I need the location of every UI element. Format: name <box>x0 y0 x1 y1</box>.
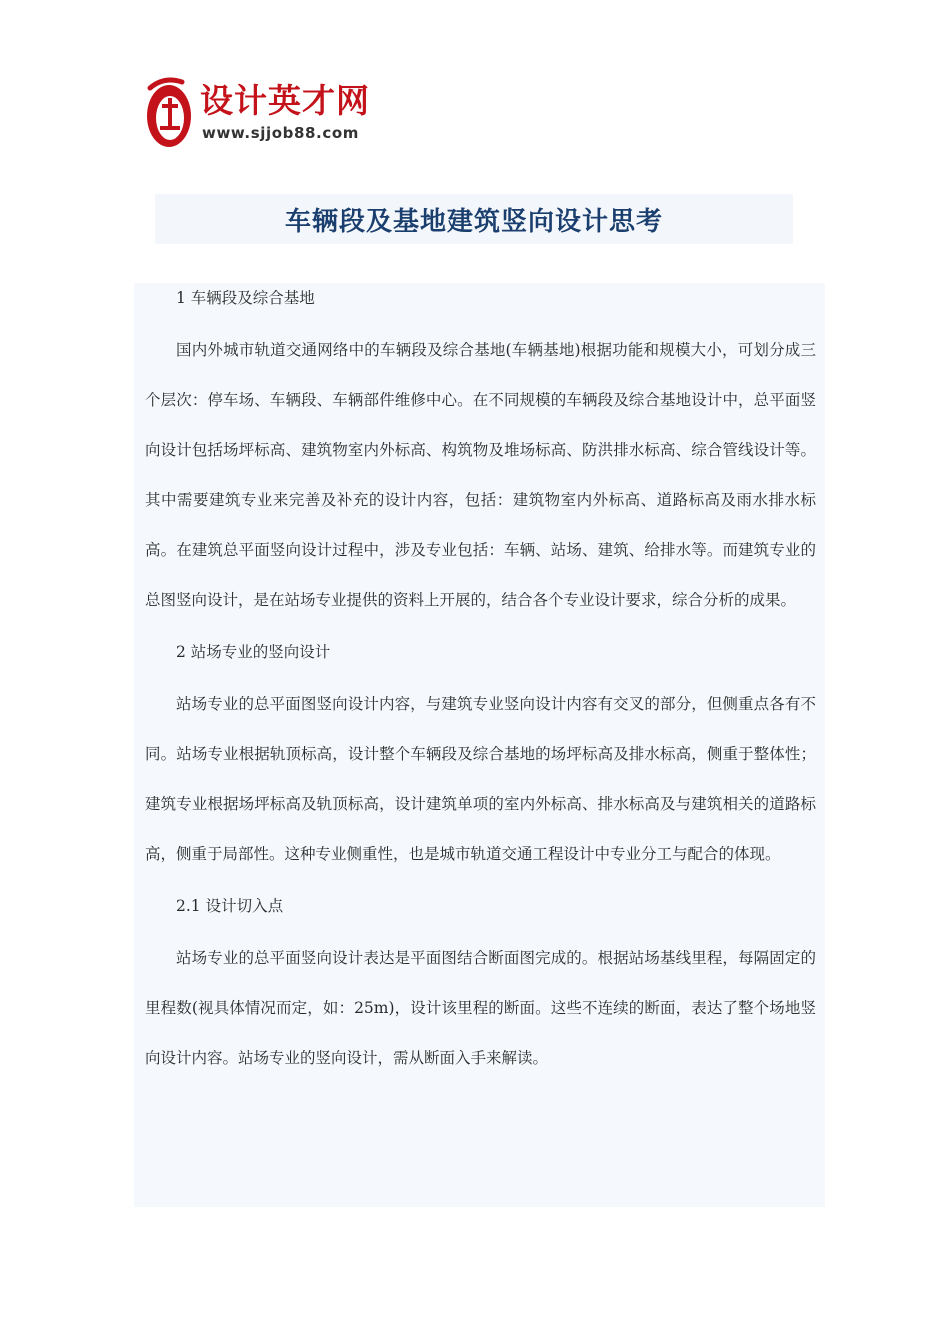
logo-mark-icon <box>142 74 194 152</box>
section-1-paragraph: 国内外城市轨道交通网络中的车辆段及综合基地(车辆基地)根据功能和规模大小，可划分成三个层次：停车场、车辆段、车辆部件维修中心。在不同规模的车辆段及综合基地设计中，总平面竖向设计包括场坪标高、建筑物室内外标高、构筑物及堆场标高、防洪排水标高、综合管线设计等。其中需要建筑专业来完善及补充的设计内容，包括：建筑物室内外标高、道路标高及雨水排水标高。在建筑总平面竖向设计过程中，涉及专业包括：车辆、站场、建筑、给排水等。而建筑专业的总图竖向设计，是在站场专业提供的资料上开展的，结合各个专业设计要求，综合分析的成果。 <box>145 341 816 609</box>
article-title: 车辆段及基地建筑竖向设计思考 <box>284 206 663 237</box>
section-heading-1: 1 车辆段及综合基地 <box>176 289 315 307</box>
section-heading-2-1: 2.1 设计切入点 <box>176 897 284 915</box>
section-2-1-paragraph: 站场专业的总平面竖向设计表达是平面图结合断面图完成的。根据站场基线里程，每隔固定的里程数(视具体情况而定，如：25m)，设计该里程的断面。这些不连续的断面，表达了整个场地竖向设计内容。站场专业的竖向设计，需从断面入手来解读。 <box>145 949 816 1067</box>
logo-name: 设计英才网 <box>200 81 370 120</box>
section-heading-2: 2 站场专业的竖向设计 <box>176 643 331 661</box>
section-2-paragraph: 站场专业的总平面图竖向设计内容，与建筑专业竖向设计内容有交叉的部分，但侧重点各有不同。站场专业根据轨顶标高，设计整个车辆段及综合基地的场坪标高及排水标高，侧重于整体性；建筑专业根据场坪标高及轨顶标高，设计建筑单项的室内外标高、排水标高及与建筑相关的道路标高，侧重于局部性。这种专业侧重性，也是城市轨道交通工程设计中专业分工与配合的体现。 <box>145 695 816 863</box>
article-body <box>134 283 825 1207</box>
site-logo[interactable] <box>142 74 402 156</box>
logo-url[interactable]: www.sjjob88.com <box>202 124 359 142</box>
title-bar <box>155 194 793 244</box>
